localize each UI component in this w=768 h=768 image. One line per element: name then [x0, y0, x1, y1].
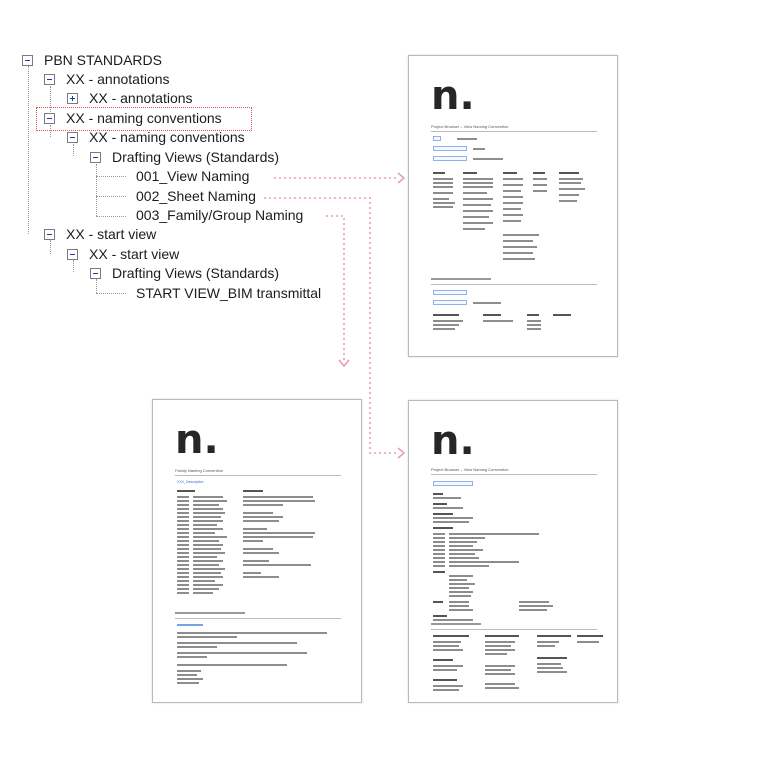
text-line [177, 524, 189, 526]
document-preview-view-naming [408, 55, 618, 357]
tree-leaf-sheet-naming[interactable] [136, 186, 256, 206]
text-line [519, 605, 553, 607]
text-line [193, 540, 219, 542]
text-line [433, 565, 445, 567]
page-title: Project Browser – View Naming Convention [431, 124, 509, 129]
text-line [485, 669, 511, 671]
arrowhead-icon [398, 448, 404, 458]
text-line [533, 178, 547, 180]
text-line [449, 553, 475, 555]
collapse-toggle-icon[interactable] [67, 132, 78, 143]
text-line [433, 497, 461, 499]
text-line [537, 641, 559, 643]
tree-leaf-view-naming[interactable] [136, 166, 249, 186]
text-line [193, 552, 225, 554]
text-line [243, 552, 279, 554]
text-line [177, 556, 189, 558]
expand-toggle-icon[interactable] [67, 93, 78, 104]
text-line [485, 653, 507, 655]
text-line [433, 517, 473, 519]
text-line [449, 549, 483, 551]
tree-node-label: XX - naming conventions [89, 129, 245, 145]
text-line [503, 252, 533, 254]
text-line [463, 204, 491, 206]
text-line [485, 683, 515, 685]
tree-guide [73, 144, 74, 156]
text-line [449, 565, 489, 567]
text-line [433, 669, 457, 671]
text-line [193, 564, 219, 566]
text-line [177, 512, 189, 514]
arrowhead-icon [398, 173, 404, 183]
text-line [533, 172, 545, 174]
text-line [433, 641, 461, 643]
text-line [537, 657, 567, 659]
text-line [177, 516, 189, 518]
text-line [503, 246, 537, 248]
text-line [433, 679, 457, 681]
text-line [527, 324, 541, 326]
text-line [433, 561, 445, 563]
text-line [485, 649, 515, 651]
code-chip [433, 146, 467, 151]
text-line [433, 198, 449, 200]
text-line [433, 513, 453, 515]
text-line [433, 553, 445, 555]
text-line [177, 520, 189, 522]
logo: n. [431, 418, 475, 464]
text-line [485, 687, 519, 689]
text-line [449, 575, 473, 577]
text-line [193, 588, 219, 590]
text-line [433, 202, 455, 204]
text-line [457, 138, 477, 140]
tree-guide [28, 66, 29, 234]
text-line [433, 178, 453, 180]
text-line [449, 587, 469, 589]
text-line [193, 572, 221, 574]
collapse-toggle-icon[interactable] [44, 74, 55, 85]
text-line [177, 624, 203, 626]
text-line [243, 532, 315, 534]
text-line [177, 682, 199, 684]
tree-node-label: 003_Family/Group Naming [136, 207, 304, 223]
tree-node-label: XX - start view [66, 226, 157, 242]
text-line [433, 557, 445, 559]
tree-leaf-family-group-naming[interactable] [136, 205, 303, 225]
text-line [177, 568, 189, 570]
text-line [433, 533, 445, 535]
text-line [193, 496, 223, 498]
document-preview-sheet-naming [408, 400, 618, 703]
section-heading [431, 278, 491, 280]
tree-guide [73, 260, 74, 272]
tree-leaf-start-view-transmittal[interactable] [136, 283, 321, 303]
collapse-toggle-icon[interactable] [44, 113, 55, 124]
text-line [503, 234, 539, 236]
text-line [433, 314, 459, 316]
text-line [433, 493, 443, 495]
tree-node-label: START VIEW_BIM transmittal [136, 285, 322, 301]
text-line [177, 532, 189, 534]
text-line [193, 560, 223, 562]
text-line [485, 635, 519, 637]
text-line [503, 214, 523, 216]
text-line [193, 580, 215, 582]
divider [175, 475, 341, 476]
text-line [433, 685, 463, 687]
text-line [433, 645, 459, 647]
text-line [193, 544, 223, 546]
text-line [537, 671, 567, 673]
divider [431, 284, 597, 285]
text-line [433, 206, 453, 208]
text-line [577, 641, 599, 643]
text-line [449, 583, 475, 585]
text-line [243, 572, 261, 574]
text-line [433, 172, 445, 174]
text-line [177, 670, 201, 672]
text-line [463, 192, 487, 194]
text-line [449, 557, 479, 559]
text-line [177, 588, 189, 590]
text-line [433, 635, 469, 637]
tree-node-label: 001_View Naming [136, 168, 250, 184]
text-line [449, 561, 519, 563]
text-line [485, 665, 515, 667]
text-line [243, 490, 263, 492]
text-line [449, 591, 473, 593]
text-line [193, 504, 219, 506]
code-chip [433, 300, 467, 305]
text-line [177, 580, 189, 582]
text-line [449, 533, 539, 535]
collapse-toggle-icon[interactable] [90, 152, 101, 163]
text-line [559, 178, 583, 180]
text-line [193, 592, 213, 594]
text-line [433, 549, 445, 551]
text-line [449, 595, 471, 597]
text-line [473, 302, 501, 304]
text-line [433, 571, 445, 573]
text-line [553, 314, 571, 316]
text-line [243, 512, 273, 514]
text-line [485, 645, 511, 647]
text-line [537, 645, 555, 647]
text-line [463, 182, 493, 184]
text-line [193, 548, 221, 550]
code-chip [433, 156, 467, 161]
text-line [433, 689, 459, 691]
text-line [433, 186, 453, 188]
text-line [177, 584, 189, 586]
text-line [243, 528, 267, 530]
page-title: Project Browser – View Naming Convention [431, 467, 509, 472]
code-chip [433, 136, 441, 141]
text-line [193, 536, 227, 538]
tree-guide [96, 176, 126, 177]
text-line [243, 520, 279, 522]
text-line [519, 609, 547, 611]
tree-node-label: 002_Sheet Naming [136, 188, 256, 204]
text-line [485, 641, 515, 643]
collapse-toggle-icon[interactable] [67, 249, 78, 260]
text-line [537, 667, 563, 669]
text-line [503, 202, 523, 204]
text-line [527, 320, 541, 322]
text-line [243, 540, 263, 542]
tree-guide [96, 279, 97, 293]
tree-node-label: Drafting Views (Standards) [112, 149, 280, 165]
text-line [177, 490, 195, 492]
text-line [177, 508, 189, 510]
tree-guide [50, 240, 51, 254]
text-line [503, 258, 535, 260]
text-line [559, 200, 577, 202]
text-line [463, 178, 493, 180]
text-line [177, 500, 189, 502]
project-browser-tree [0, 0, 380, 320]
text-line [533, 184, 547, 186]
text-line [193, 512, 225, 514]
text-line [177, 664, 287, 666]
text-line [433, 665, 463, 667]
divider [175, 618, 341, 619]
text-line [243, 560, 269, 562]
text-line [433, 182, 453, 184]
text-line [193, 576, 223, 578]
collapse-toggle-icon[interactable] [22, 55, 33, 66]
text-line [177, 504, 189, 506]
text-line [527, 328, 541, 330]
text-line [177, 656, 207, 658]
text-line [433, 320, 463, 322]
text-line [193, 556, 217, 558]
logo: n. [175, 417, 219, 463]
text-line [177, 496, 189, 498]
text-line [433, 545, 445, 547]
text-line [449, 545, 473, 547]
text-line [177, 646, 217, 648]
tree-node-label: XX - annotations [66, 71, 170, 87]
text-line [177, 572, 189, 574]
text-line [433, 503, 447, 505]
text-line [193, 516, 221, 518]
text-line [473, 148, 485, 150]
text-line [177, 592, 189, 594]
text-line [559, 182, 581, 184]
text-line [193, 508, 223, 510]
text-line [449, 609, 473, 611]
text-line [483, 314, 501, 316]
tree-node-label: XX - annotations [89, 90, 193, 106]
text-line [449, 541, 477, 543]
text-line [503, 208, 521, 210]
text-line [527, 314, 539, 316]
text-line [449, 537, 485, 539]
section-heading [431, 623, 481, 625]
text-line [177, 560, 189, 562]
text-line [193, 584, 223, 586]
text-line [177, 548, 189, 550]
text-line [177, 674, 197, 676]
text-line [243, 504, 283, 506]
text-line [433, 537, 445, 539]
text-line [177, 552, 189, 554]
text-line [177, 540, 189, 542]
collapse-toggle-icon[interactable] [44, 229, 55, 240]
text-line [503, 240, 533, 242]
text-line [177, 632, 327, 634]
text-line [433, 601, 443, 603]
text-line [433, 649, 463, 651]
tree-node-label: PBN STANDARDS [44, 52, 162, 68]
text-line [449, 601, 469, 603]
text-line [177, 642, 297, 644]
text-line [433, 328, 455, 330]
text-line [243, 516, 283, 518]
text-line [193, 520, 223, 522]
section-heading [175, 612, 245, 614]
text-line [559, 172, 579, 174]
text-line [433, 324, 459, 326]
text-line [433, 659, 453, 661]
text-line [193, 568, 225, 570]
logo: n. [431, 73, 475, 119]
text-line [177, 652, 307, 654]
text-line [243, 496, 313, 498]
text-line [193, 524, 217, 526]
divider [431, 474, 597, 475]
text-line [243, 576, 279, 578]
text-line [177, 576, 189, 578]
text-line [433, 541, 445, 543]
text-line [177, 536, 189, 538]
text-line [433, 192, 453, 194]
text-line [577, 635, 603, 637]
text-line [177, 564, 189, 566]
text-line [193, 528, 223, 530]
text-line [177, 528, 189, 530]
text-line [463, 222, 493, 224]
code-chip [433, 290, 467, 295]
text-line [503, 190, 521, 192]
text-line [243, 536, 313, 538]
text-line [519, 601, 549, 603]
text-line [483, 320, 513, 322]
divider [431, 629, 597, 630]
text-line [449, 605, 469, 607]
collapse-toggle-icon[interactable] [90, 268, 101, 279]
text-line [243, 548, 273, 550]
text-line [463, 216, 489, 218]
page-subtitle: XXX_Description [177, 480, 204, 484]
text-line [177, 678, 203, 680]
text-line [559, 188, 585, 190]
text-line [503, 196, 523, 198]
tree-guide [96, 293, 126, 294]
text-line [463, 228, 485, 230]
tree-guide [96, 216, 126, 217]
text-line [433, 615, 447, 617]
text-line [463, 186, 493, 188]
tree-node-label: Drafting Views (Standards) [112, 265, 280, 281]
document-preview-family-naming [152, 399, 362, 703]
text-line [559, 194, 579, 196]
text-line [433, 619, 473, 621]
divider [431, 131, 597, 132]
text-line [463, 210, 493, 212]
text-line [537, 635, 571, 637]
text-line [433, 521, 469, 523]
text-line [193, 532, 215, 534]
tree-guide [96, 164, 97, 216]
text-line [503, 220, 521, 222]
text-line [533, 190, 547, 192]
text-line [463, 172, 477, 174]
arrowhead-icon [339, 360, 349, 366]
text-line [473, 158, 503, 160]
text-line [243, 564, 311, 566]
text-line [433, 527, 453, 529]
text-line [537, 663, 561, 665]
text-line [449, 579, 467, 581]
text-line [463, 198, 493, 200]
text-line [243, 500, 315, 502]
text-line [177, 544, 189, 546]
text-line [503, 184, 523, 186]
text-line [503, 178, 523, 180]
text-line [503, 172, 517, 174]
tree-node-label: XX - naming conventions [66, 110, 222, 126]
text-line [485, 673, 515, 675]
code-chip [433, 481, 473, 486]
tree-node-label: XX - start view [89, 246, 180, 262]
text-line [193, 500, 227, 502]
page-title: Family Naming Convention [175, 468, 224, 473]
text-line [177, 636, 237, 638]
tree-guide [96, 196, 126, 197]
text-line [433, 507, 463, 509]
